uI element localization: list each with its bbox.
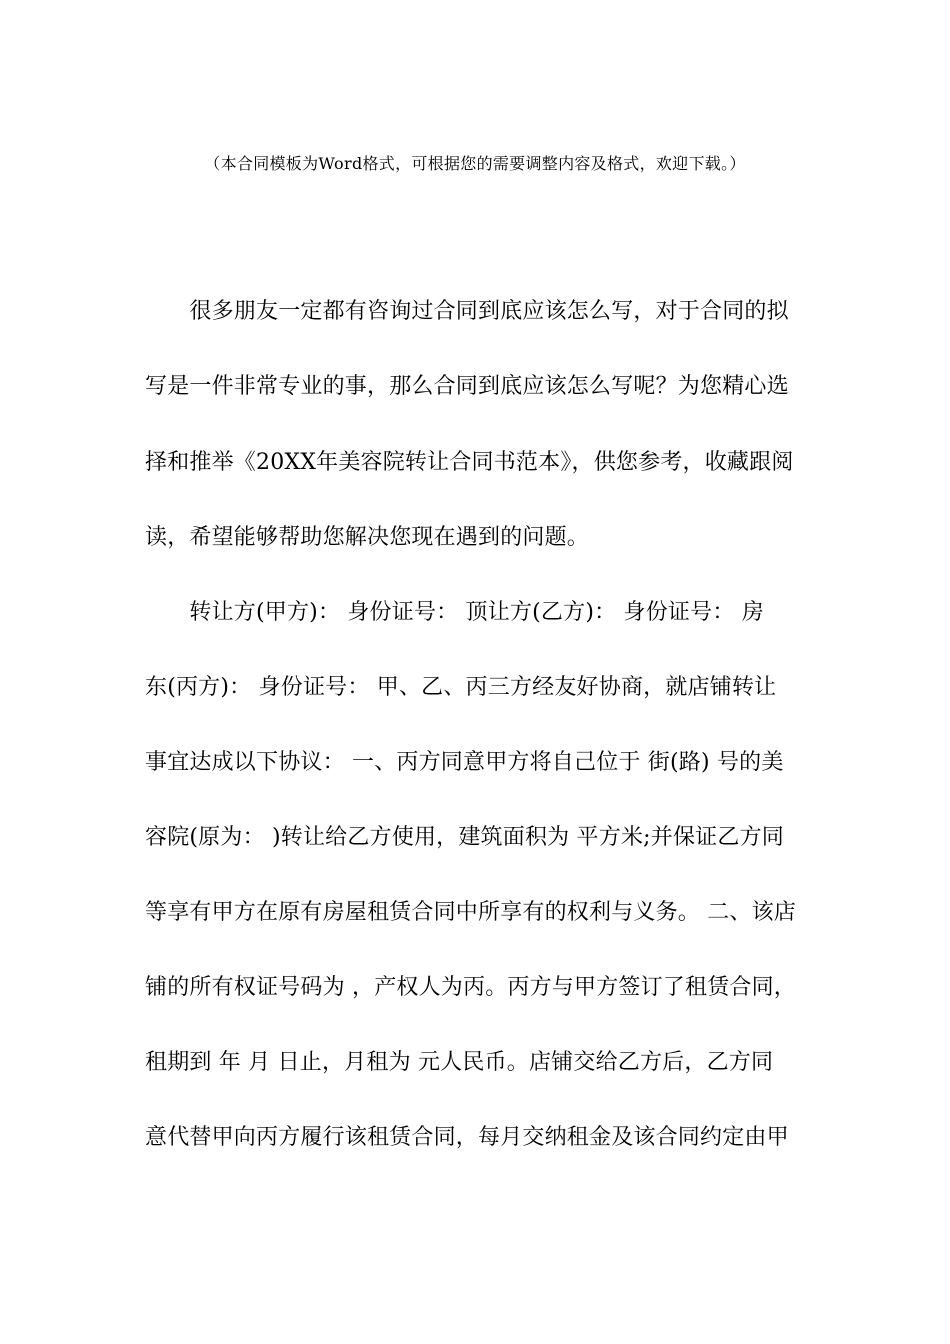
paragraph-line-10: 铺的所有权证号码为 ，产权人为丙。丙方与甲方签订了租赁合同， bbox=[145, 975, 796, 1000]
paragraph-line-2: 写是一件非常专业的事，那么合同到底应该怎么写呢？为您精心选 bbox=[145, 374, 789, 399]
paragraph-line-6: 东(丙方)： 身份证号： 甲、乙、丙三方经友好协商，就店铺转让 bbox=[145, 675, 777, 700]
paragraph-line-5: 转让方(甲方)： 身份证号： 顶让方(乙方)： 身份证号： 房 bbox=[145, 600, 764, 625]
paragraph-line-7: 事宜达成以下协议： 一、丙方同意甲方将自己位于 街(路) 号的美 bbox=[145, 750, 784, 775]
paragraph-line-12: 意代替甲向丙方履行该租赁合同，每月交纳租金及该合同约定由甲 bbox=[145, 1125, 789, 1150]
template-note: （本合同模板为Word格式，可根据您的需要调整内容及格式，欢迎下载。） bbox=[204, 154, 746, 173]
paragraph-line-9: 等享有甲方在原有房屋租赁合同中所享有的权利与义务。 二、该店 bbox=[145, 900, 796, 925]
paragraph-line-4: 读，希望能够帮助您解决您现在遇到的问题。 bbox=[145, 525, 590, 550]
paragraph-line-8: 容院(原为： )转让给乙方使用，建筑面积为 平方米;并保证乙方同 bbox=[145, 825, 784, 850]
paragraph-line-1: 很多朋友一定都有咨询过合同到底应该怎么写，对于合同的拟 bbox=[145, 299, 789, 324]
paragraph-line-11: 租期到 年 月 日止，月租为 元人民币。店铺交给乙方后，乙方同 bbox=[145, 1050, 774, 1075]
paragraph-line-3: 择和推举《20XX年美容院转让合同书范本》，供您参考，收藏跟阅 bbox=[145, 450, 794, 475]
